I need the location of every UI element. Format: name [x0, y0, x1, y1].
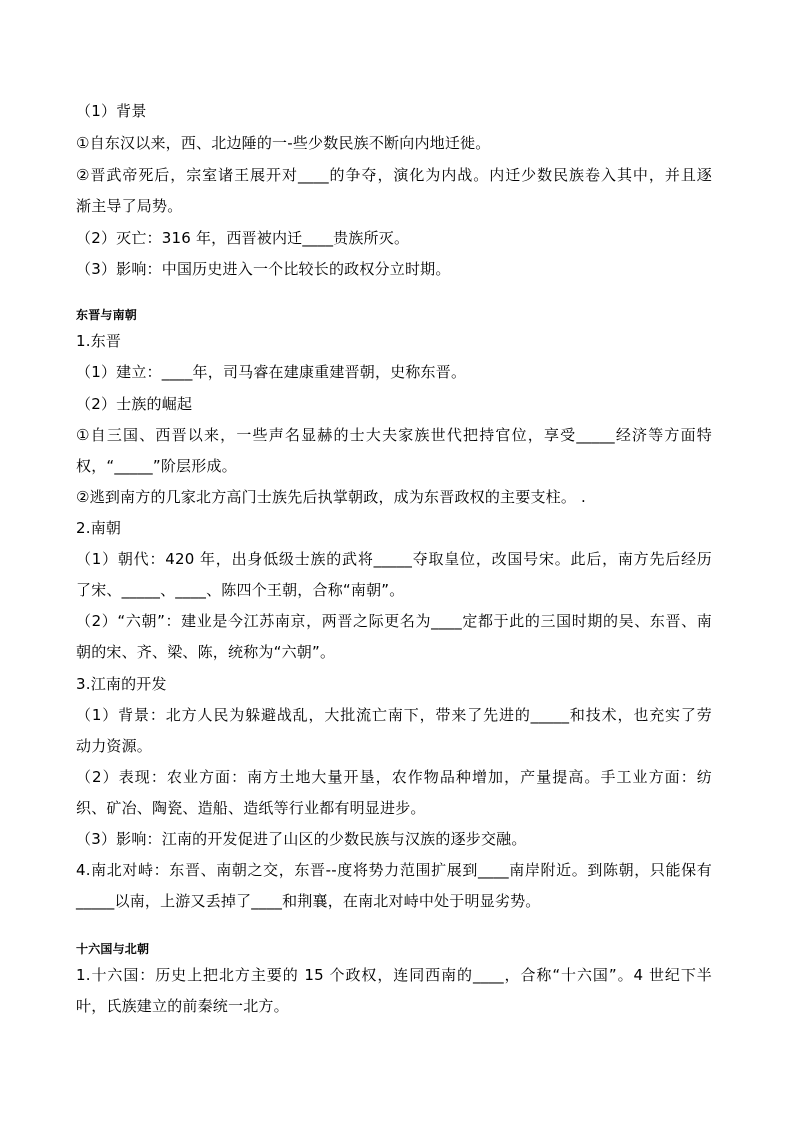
paragraph-line: 了宋、_____、____、陈四个王朝，合称“南朝”。: [76, 581, 405, 599]
paragraph-line: （1）背景：北方人民为躲避战乱，大批流亡南下，带来了先进的_____和技术，也充实了劳: [76, 706, 712, 724]
paragraph-line: （3）影响：中国历史进入一个比较长的政权分立时期。: [76, 260, 451, 278]
subheading-line: 2.南朝: [76, 519, 122, 537]
paragraph-line: 渐主导了局势。: [76, 197, 183, 215]
paragraph-line: 朝的宋、齐、梁、陈，统称为“六朝”。: [76, 643, 336, 661]
paragraph-line: ②晋武帝死后，宗室诸王展开对____的争夺，演化为内战。内迁少数民族卷入其中，并且逐: [76, 166, 712, 184]
paragraph-line: _____以南，上游又丢掉了____和荆襄，在南北对峙中处于明显劣势。: [76, 892, 541, 910]
paragraph-line: （2）士族的崛起: [76, 395, 193, 413]
paragraph-line: 叶，氏族建立的前秦统一北方。: [76, 997, 289, 1015]
paragraph-line: ①自三国、西晋以来，一些声名显赫的士大夫家族世代把持官位，享受_____经济等方面特: [76, 426, 712, 444]
paragraph-line: （2）表现：农业方面：南方土地大量开垦，农作物品种增加，产量提高。手工业方面：纺: [76, 768, 712, 786]
paragraph-line: 权，“_____”阶层形成。: [76, 457, 237, 475]
subheading-line: 3.江南的开发: [76, 675, 167, 693]
paragraph-line: （3）影响：江南的开发促进了山区的少数民族与汉族的逐步交融。: [76, 830, 527, 848]
paragraph-line: ②逃到南方的几家北方高门士族先后执掌朝政，成为东晋政权的主要支柱。 .: [76, 488, 586, 506]
paragraph-line: 1.十六国：历史上把北方主要的 15 个政权，连同西南的____，合称“十六国”。4 世纪下半: [76, 966, 712, 984]
paragraph-line: （1）朝代：420 年，出身低级士族的武将_____夺取皇位，改国号宋。此后，南方先后经历: [76, 550, 712, 568]
paragraph-line: （2）灭亡：316 年，西晋被内迁____贵族所灭。: [76, 229, 410, 247]
section-heading-eastern-jin: 东晋与南朝: [76, 308, 138, 322]
paragraph-line: 织、矿冶、陶瓷、造船、造纸等行业都有明显进步。: [76, 799, 426, 817]
subheading-line: 1.东晋: [76, 332, 122, 350]
paragraph-line: 动力资源。: [76, 737, 153, 755]
paragraph-line: ①自东汉以来，西、北边陲的一-些少数民族不断向内地迁徙。: [76, 134, 491, 152]
paragraph-line: 4.南北对峙：东晋、南朝之交，东晋--度将势力范围扩展到____南岸附近。到陈朝，只能保有: [76, 861, 712, 879]
section-background-title: （1）背景: [76, 102, 147, 120]
paragraph-line: （1）建立：____年，司马睿在建康重建晋朝，史称东晋。: [76, 363, 467, 381]
section-heading-sixteen-kingdoms: 十六国与北朝: [76, 942, 150, 956]
paragraph-line: （2）“六朝”：建业是今江苏南京，两晋之际更名为____定都于此的三国时期的吴、东晋、南: [76, 612, 712, 630]
